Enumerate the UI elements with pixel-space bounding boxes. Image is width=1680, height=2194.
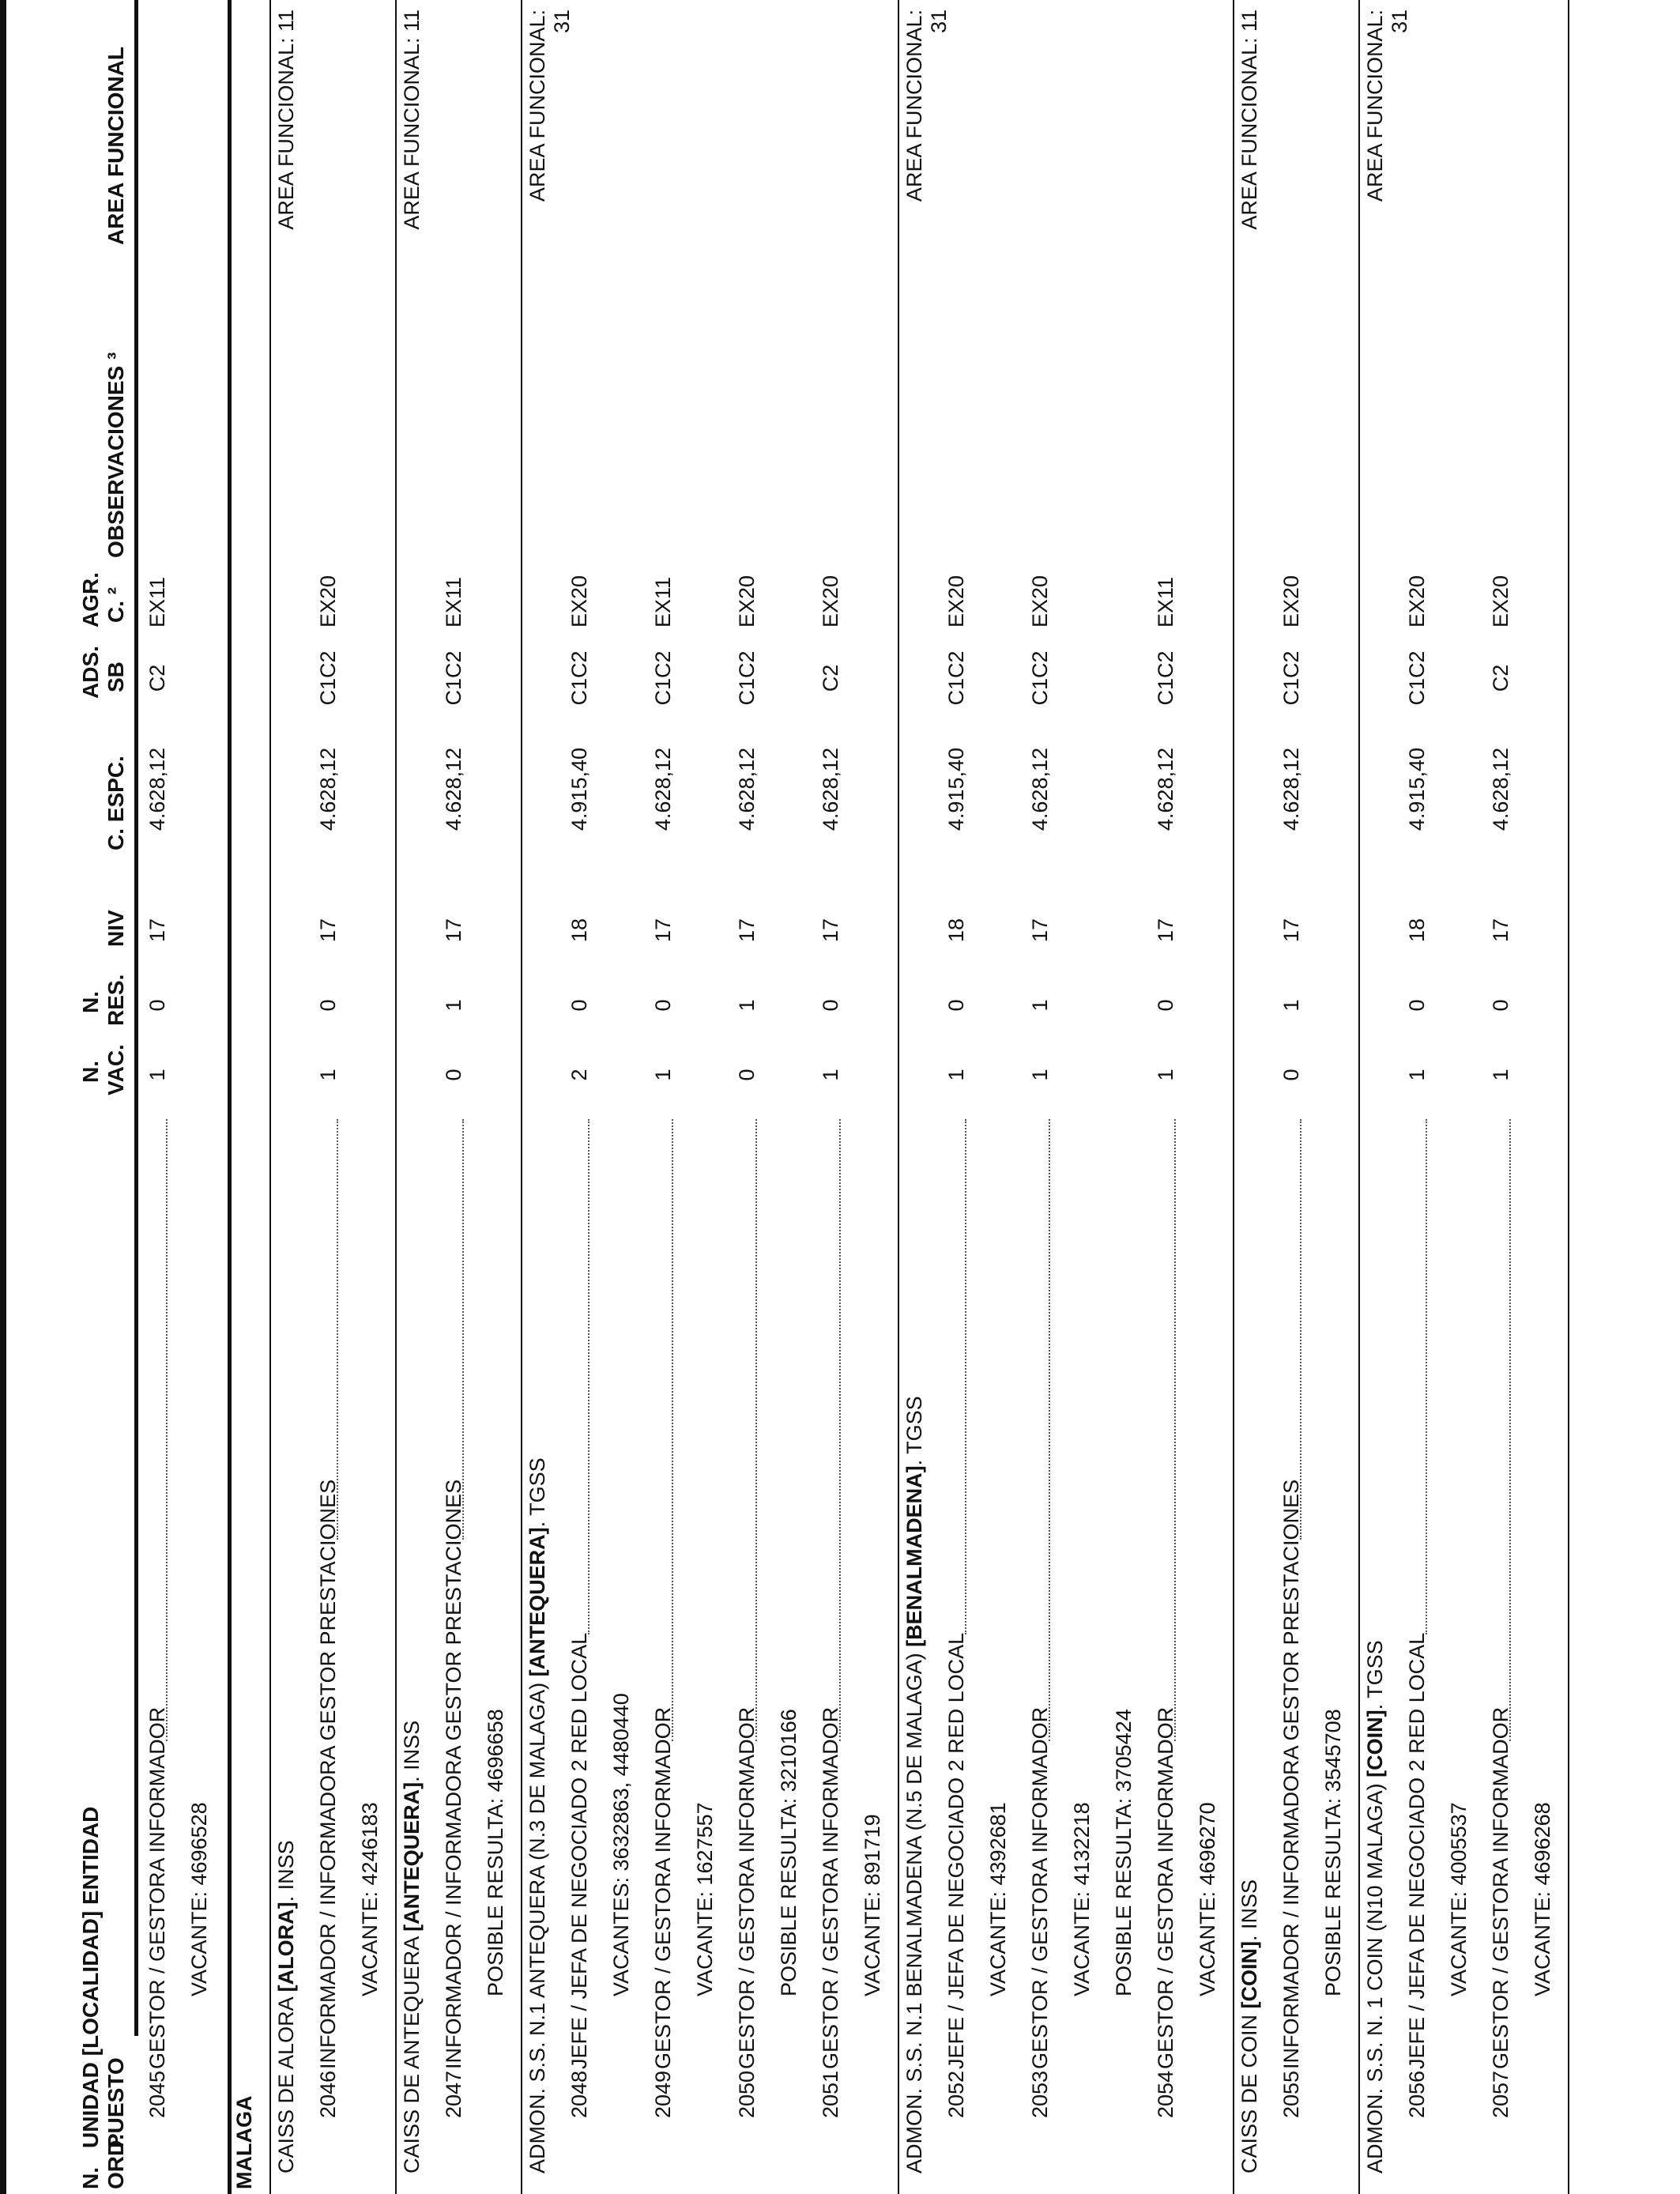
row-detail: VACANTE: 4246183 <box>358 1802 382 1996</box>
unit-entity: . INSS <box>400 1720 424 1782</box>
row-nivel: 17 <box>1154 918 1177 943</box>
row-complemento: 4.628,12 <box>1279 748 1303 831</box>
row-adscripcion: C1C2 <box>651 650 675 706</box>
row-adscripcion: C1C2 <box>1154 650 1177 706</box>
row-nivel: 17 <box>1028 918 1052 943</box>
row-detail: VACANTE: 4392681 <box>986 1802 1010 1996</box>
row-adscripcion: C2 <box>819 664 842 692</box>
row-detail: POSIBLE RESULTA: 3705424 <box>1112 1709 1136 1996</box>
row-puesto: JEFE / JEFA DE NEGOCIADO 2 RED LOCAL <box>1405 1632 1429 2069</box>
row-detail: VACANTES: 3632863, 4480440 <box>609 1693 633 1996</box>
row-complemento: 4.628,12 <box>735 748 759 831</box>
unit-location: [COIN] <box>1363 1710 1387 1777</box>
header-ord: N. <box>78 2167 103 2189</box>
row-reservas: 1 <box>735 999 759 1012</box>
row-adscripcion: C2 <box>1489 664 1512 692</box>
header-unidad: UNIDAD [LOCALIDAD] ENTIDAD <box>78 1806 103 2148</box>
header-vac2: VAC. <box>104 1044 128 1095</box>
row-nivel: 17 <box>145 918 169 943</box>
unit-row <box>567 0 594 2194</box>
row-puesto: GESTOR / GESTORA INFORMADOR <box>1154 1706 1177 2069</box>
row-puesto: JEFE / JEFA DE NEGOCIADO 2 RED LOCAL <box>567 1632 591 2069</box>
row-agrupacion: EX20 <box>819 575 842 628</box>
row-agrupacion: EX20 <box>567 575 591 628</box>
row-puesto: GESTOR / GESTORA INFORMADOR <box>1028 1706 1052 2069</box>
row-detail: VACANTE: 891719 <box>861 1814 884 1996</box>
row-nivel: 18 <box>1405 918 1429 943</box>
row-complemento: 4.915,40 <box>944 748 968 831</box>
unit-title <box>525 1457 550 2173</box>
unit-row <box>944 0 971 2194</box>
row-reservas: 0 <box>1489 999 1512 1012</box>
row-reservas: 0 <box>1405 999 1429 1012</box>
unit-location: [ANTEQUERA] <box>400 1781 424 1932</box>
unit-rule <box>898 0 899 2194</box>
row-vacantes: 1 <box>1154 1069 1177 1081</box>
unit-row <box>735 0 762 2194</box>
top-rule <box>0 0 6 2194</box>
row-agrupacion: EX20 <box>735 575 759 628</box>
unit-name: CAISS DE COIN <box>1237 2008 1261 2173</box>
row-complemento: 4.915,40 <box>567 748 591 831</box>
unit-rule <box>1358 0 1360 2194</box>
unit-row <box>442 0 469 2194</box>
row-reservas: 1 <box>1279 999 1303 1012</box>
row-agrupacion: EX11 <box>442 576 465 628</box>
row-puesto: GESTOR / GESTORA INFORMADOR <box>819 1706 842 2069</box>
row-detail: VACANTE: 1627557 <box>693 1802 717 1996</box>
row-ord: 2051 <box>819 2070 842 2118</box>
unit-row <box>316 0 343 2194</box>
unit-name: ADMON. S.S. N.1 BENALMADENA (N.5 DE MALAGA) <box>902 1646 926 2173</box>
unit-location: [COIN] <box>1237 1940 1261 2009</box>
row-agrupacion: EX11 <box>145 576 169 628</box>
row-vacantes: 0 <box>1279 1069 1303 1081</box>
section-rule <box>228 0 232 2194</box>
row-vacantes: 1 <box>651 1069 675 1081</box>
row-nivel: 17 <box>1279 918 1303 943</box>
row-ord: 2056 <box>1405 2070 1429 2118</box>
row-nivel: 17 <box>1489 918 1512 943</box>
row-nivel: 17 <box>316 918 340 943</box>
row-vacantes: 1 <box>1028 1069 1052 1081</box>
row-reservas: 1 <box>442 999 465 1012</box>
unit-rule <box>395 0 397 2194</box>
row-ord: 2046 <box>316 2070 340 2118</box>
row-ord: 2057 <box>1489 2070 1512 2118</box>
row-puesto: JEFE / JEFA DE NEGOCIADO 2 RED LOCAL <box>944 1632 968 2069</box>
row-reservas: 1 <box>1028 999 1052 1012</box>
unit-name: ADMON. S.S. N.1 ANTEQUERA (N.3 DE MALAGA) <box>525 1676 549 2173</box>
row-reservas: 0 <box>944 999 968 1012</box>
row-reservas: 0 <box>819 999 842 1012</box>
row-vacantes: 1 <box>1405 1069 1429 1081</box>
header-res: N. <box>78 991 103 1013</box>
unit-entity: . INSS <box>274 1840 298 1902</box>
unit-name: ADMON. S.S. N. 1 COIN (N10 MALAGA) <box>1363 1777 1387 2173</box>
row-vacantes: 0 <box>442 1069 465 1081</box>
row-puesto: GESTOR / GESTORA INFORMADOR <box>1489 1706 1512 2069</box>
row-agrupacion: EX20 <box>1028 575 1052 628</box>
row-complemento: 4.628,12 <box>1028 748 1052 831</box>
row-detail: POSIBLE RESULTA: 3545708 <box>1321 1709 1345 1996</box>
row-ord: 2052 <box>944 2070 968 2118</box>
row-puesto: GESTOR / GESTORA INFORMADOR <box>651 1706 675 2069</box>
unit-row <box>651 0 678 2194</box>
unit-name: CAISS DE ALORA <box>274 1992 298 2173</box>
unit-entity: . TGSS <box>525 1457 549 1528</box>
row-nivel: 17 <box>651 918 675 943</box>
row-adscripcion: C1C2 <box>567 650 591 706</box>
row-ord: 2047 <box>442 2070 465 2118</box>
header-ads: ADS. <box>78 646 103 699</box>
unit-area: AREA FUNCIONAL: 31 <box>525 9 574 202</box>
unit-area: AREA FUNCIONAL: 31 <box>1363 9 1411 202</box>
header-ord2: ORD. <box>104 2134 128 2189</box>
unit-row <box>1405 0 1432 2194</box>
unit-area: AREA FUNCIONAL: 11 <box>1237 9 1261 230</box>
unit-title <box>902 1396 927 2173</box>
row-vacantes: 1 <box>145 1069 169 1081</box>
header-puesto: PUESTO <box>104 2057 128 2148</box>
unit-area: AREA FUNCIONAL: 11 <box>274 9 298 230</box>
unit-area: AREA FUNCIONAL: 11 <box>400 9 424 230</box>
row-vacantes: 1 <box>1489 1069 1512 1081</box>
row-adscripcion: C1C2 <box>1028 650 1052 706</box>
row-puesto: INFORMADOR / INFORMADORA GESTOR PRESTACIONES <box>316 1479 340 2069</box>
row-adscripcion: C1C2 <box>944 650 968 706</box>
unit-rule <box>521 0 522 2194</box>
row-agrupacion: EX20 <box>1279 575 1303 628</box>
row-reservas: 0 <box>145 999 169 1012</box>
header-vac: N. <box>78 1061 103 1083</box>
dotted-leader <box>1033 1119 1050 1741</box>
header-rule <box>134 0 138 2036</box>
row-adscripcion: C2 <box>145 664 169 692</box>
unit-location: [ANTEQUERA] <box>525 1527 549 1677</box>
row-agrupacion: EX11 <box>651 576 675 628</box>
table-end-rule <box>1568 0 1569 2194</box>
dotted-leader <box>949 1119 966 1634</box>
row-vacantes: 1 <box>944 1069 968 1081</box>
dotted-leader <box>321 1119 338 1540</box>
unit-row <box>819 0 846 2194</box>
row-agrupacion: EX20 <box>316 575 340 628</box>
header-ads2: SB <box>104 662 128 692</box>
unit-rule <box>1233 0 1234 2194</box>
row-complemento: 4.628,12 <box>145 748 169 831</box>
row-nivel: 18 <box>567 918 591 943</box>
row-complemento: 4.628,12 <box>1154 748 1177 831</box>
row-vacantes: 1 <box>819 1069 842 1081</box>
row-agrupacion: EX20 <box>1489 575 1512 628</box>
row-detail: VACANTE: 4005537 <box>1447 1802 1471 1996</box>
header-agr2: C. ² <box>104 586 128 623</box>
row-detail: POSIBLE RESULTA: 3210166 <box>777 1709 800 1996</box>
header-esp: C. ESPC. <box>104 756 128 850</box>
dotted-leader <box>572 1119 590 1634</box>
row-agrupacion: EX11 <box>1154 576 1177 628</box>
row-adscripcion: C1C2 <box>442 650 465 706</box>
row-complemento: 4.628,12 <box>651 748 675 831</box>
row-nivel: 17 <box>819 918 842 943</box>
header-obs: OBSERVACIONES ³ <box>104 352 128 558</box>
row-complemento: 4.628,12 <box>442 748 465 831</box>
row-ord: 2055 <box>1279 2070 1303 2118</box>
row-vacantes: 2 <box>567 1069 591 1081</box>
dotted-leader <box>1410 1119 1427 1634</box>
header-agr: AGR. <box>78 572 103 628</box>
unit-rule <box>269 0 271 2194</box>
row-adscripcion: C1C2 <box>1279 650 1303 706</box>
unit-row <box>1154 0 1181 2194</box>
dotted-leader <box>1158 1119 1176 1741</box>
row-ord: 2053 <box>1028 2070 1052 2118</box>
row-adscripcion: C1C2 <box>316 650 340 706</box>
dotted-leader <box>150 1119 168 1741</box>
row-complemento: 4.628,12 <box>316 748 340 831</box>
dotted-leader <box>446 1119 464 1540</box>
row-puesto: INFORMADOR / INFORMADORA GESTOR PRESTACIONES <box>1279 1479 1303 2069</box>
row-puesto: GESTOR / GESTORA INFORMADOR <box>735 1706 759 2069</box>
row-puesto: GESTOR / GESTORA INFORMADOR <box>145 1706 169 2069</box>
row-reservas: 0 <box>567 999 591 1012</box>
unit-row <box>1279 0 1306 2194</box>
row-detail: VACANTE: 4696270 <box>1196 1802 1219 1996</box>
row-ord: 2054 <box>1154 2070 1177 2118</box>
dotted-leader <box>823 1119 841 1741</box>
row-puesto: INFORMADOR / INFORMADORA GESTOR PRESTACIONES <box>442 1479 465 2069</box>
unit-title <box>274 1840 299 2173</box>
row-reservas: 0 <box>316 999 340 1012</box>
row-detail: VACANTE: 4696268 <box>1531 1802 1554 1996</box>
dotted-leader <box>740 1119 757 1741</box>
row-vacantes: 0 <box>735 1069 759 1081</box>
row-nivel: 17 <box>442 918 465 943</box>
unit-entity: . TGSS <box>902 1396 926 1466</box>
row-ord: 2048 <box>567 2070 591 2118</box>
unit-entity: . INSS <box>1237 1879 1261 1941</box>
row-nivel: 17 <box>735 918 759 943</box>
header-area: AREA FUNCIONAL <box>104 47 128 245</box>
row-vacantes: 1 <box>316 1069 340 1081</box>
row-adscripcion: C1C2 <box>1405 650 1429 706</box>
row-agrupacion: EX20 <box>1405 575 1429 628</box>
dotted-leader <box>656 1119 673 1741</box>
unit-title <box>1237 1879 1262 2173</box>
row-detail: VACANTE: 4132218 <box>1070 1802 1094 1996</box>
row-complemento: 4.915,40 <box>1405 748 1429 831</box>
row-ord: 2050 <box>735 2070 759 2118</box>
row-detail: VACANTE: 4696528 <box>187 1802 211 1996</box>
row-nivel: 18 <box>944 918 968 943</box>
unit-location: [ALORA] <box>274 1902 298 1992</box>
row-ord: 2045 <box>145 2070 169 2118</box>
dotted-leader <box>1284 1119 1301 1540</box>
row-complemento: 4.628,12 <box>1489 748 1512 831</box>
header-niv: NIV <box>104 910 128 947</box>
row-adscripcion: C1C2 <box>735 650 759 706</box>
header-res2: RES. <box>104 974 128 1026</box>
region-title: MALAGA <box>232 2095 256 2189</box>
unit-name: CAISS DE ANTEQUERA <box>400 1931 424 2173</box>
dotted-leader <box>1494 1119 1511 1741</box>
unit-entity: . TGSS <box>1363 1640 1387 1710</box>
row-agrupacion: EX20 <box>944 575 968 628</box>
unit-title <box>1363 1640 1388 2173</box>
unit-location: [BENALMADENA] <box>902 1465 926 1647</box>
first-row <box>145 0 172 2194</box>
row-reservas: 0 <box>651 999 675 1012</box>
row-detail: POSIBLE RESULTA: 4696658 <box>484 1709 507 1996</box>
row-reservas: 0 <box>1154 999 1177 1012</box>
unit-area: AREA FUNCIONAL: 31 <box>902 9 951 202</box>
row-complemento: 4.628,12 <box>819 748 842 831</box>
row-ord: 2049 <box>651 2070 675 2118</box>
unit-row <box>1028 0 1055 2194</box>
unit-title <box>400 1721 424 2173</box>
unit-row <box>1489 0 1516 2194</box>
